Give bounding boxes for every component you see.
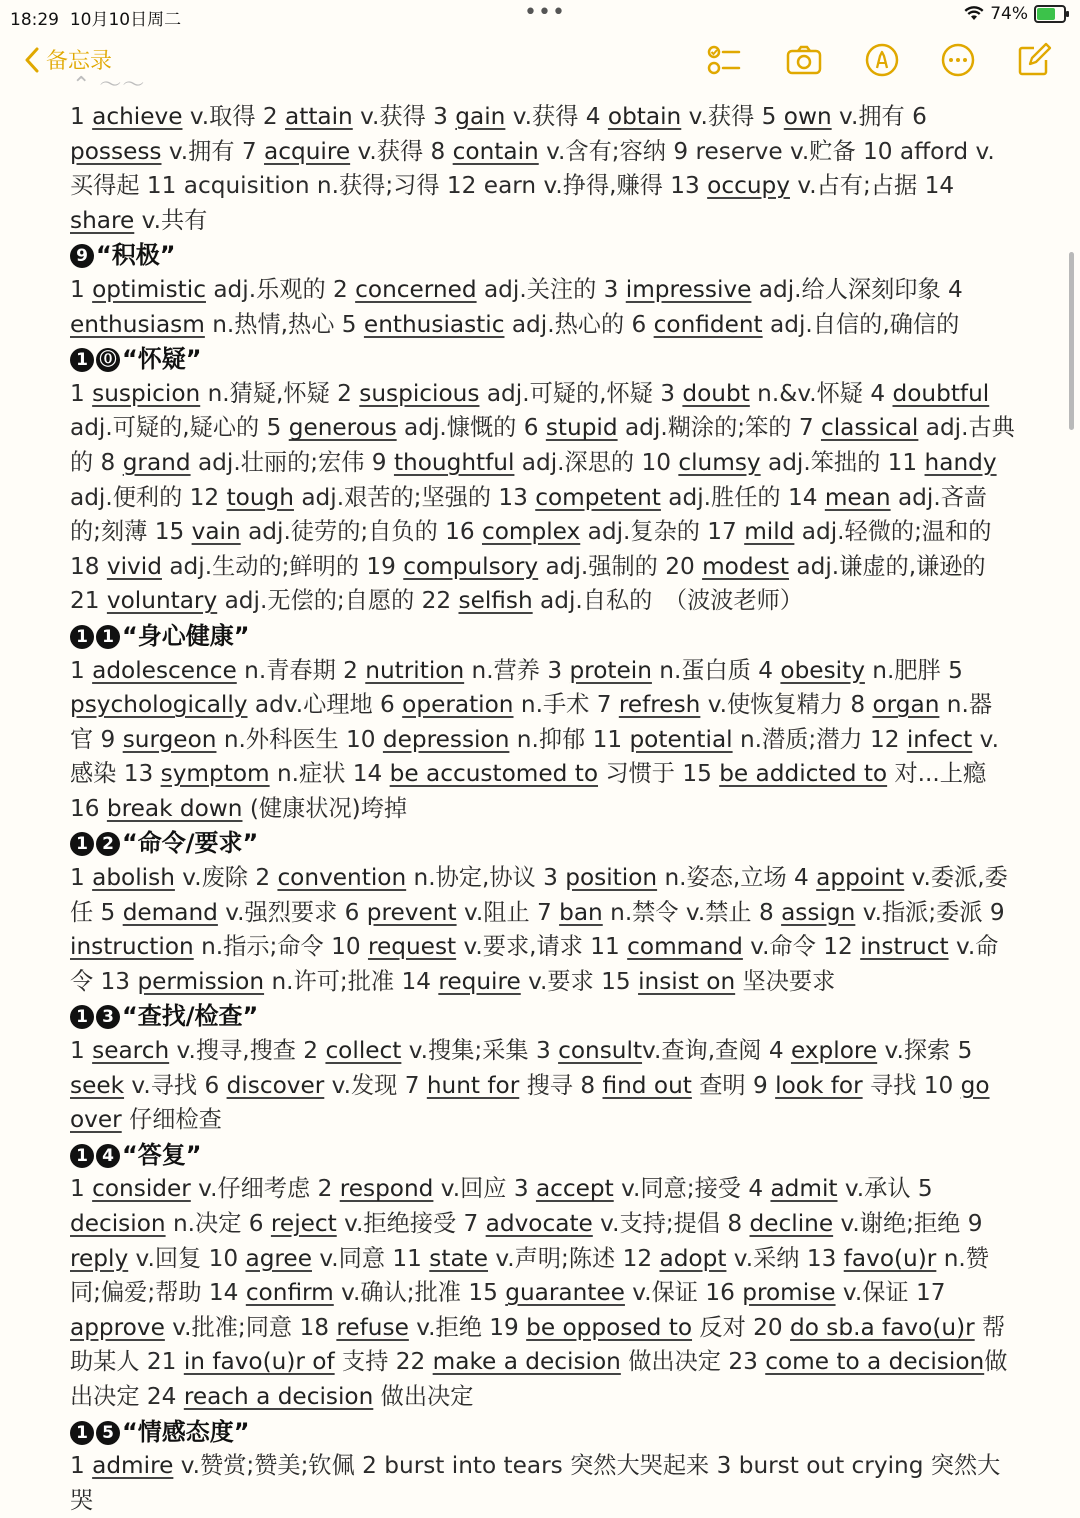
vocab-word: agree	[245, 1244, 312, 1272]
vocab-word: favo(u)r	[843, 1244, 937, 1272]
vocab-word: appoint	[816, 864, 905, 892]
compose-button[interactable]	[1016, 42, 1056, 82]
multitasking-dots-icon[interactable]: •••	[524, 0, 566, 25]
vocab-word: be accustomed to	[389, 760, 599, 788]
vocab-word: find out	[602, 1071, 692, 1099]
vocab-word: consult	[558, 1037, 643, 1065]
battery-icon	[1034, 5, 1066, 23]
section-heading	[70, 619, 1015, 654]
status-right	[964, 4, 1066, 24]
vocab-word: stupid	[545, 414, 618, 442]
section-number-badge: 1	[70, 1005, 94, 1029]
section-text: 1 adolescence n.青春期 2 nutrition n.营养 3 protein n.蛋白质 4 obesity n.肥胖 5 psychologically adv.心理地 6 operation n.手术 7 refresh v.使恢复精力 8 organ n.器官 9 surgeon n.外科医生 10 depression n.抑郁 11 potential n.潜质;潜力 12 infect v.感染 13 symptom n.症状 14 be accustomed to 习惯于 15 be addicted to 对...上瘾 16 break down (健康状况)垮掉	[70, 656, 999, 822]
vocab-word: mild	[744, 518, 795, 546]
vocab-word: advocate	[485, 1210, 593, 1237]
vocab-word: refuse	[336, 1313, 409, 1341]
vocab-word: command	[627, 933, 743, 961]
section-title: “身心健康”	[122, 621, 250, 650]
vocab-word: organ	[872, 691, 940, 719]
vocab-word: promise	[742, 1279, 836, 1307]
vocab-word: depression	[382, 725, 510, 753]
section-heading	[70, 342, 1015, 377]
vocab-word: consider	[92, 1175, 191, 1203]
vocab-word: reject	[270, 1210, 337, 1237]
section-number-badge: 1	[70, 1421, 94, 1445]
section-number-badge: 1	[70, 1144, 94, 1168]
vocab-word: seek	[70, 1071, 125, 1099]
vocab-word: classical	[820, 414, 919, 442]
vocab-word: prevent	[366, 898, 457, 926]
vocab-word: own	[783, 103, 832, 130]
vocab-word: optimistic	[92, 275, 206, 303]
section-text: 1 admire v.赞赏;赞美;钦佩 2 burst into tears 突然大哭起来 3 burst out crying 突然大哭	[70, 1452, 1001, 1514]
vocab-word: psychologically	[70, 691, 248, 719]
vocab-word: look for	[775, 1071, 863, 1099]
vocab-word: insist on	[638, 967, 736, 995]
vocab-word: require	[438, 967, 521, 995]
section-text: 1 suspicion n.猜疑,怀疑 2 suspicious adj.可疑的,怀疑 3 doubt n.&v.怀疑 4 doubtful adj.可疑的,疑心的 5 generous adj.慷慨的 6 stupid adj.糊涂的;笨的 7 classical adj.古典的 8 grand adj.壮丽的;宏伟 9 thoughtful adj.深思的 10 clumsy adj.笨拙的 11 handy adj.便利的 12 tough adj.艰苦的;坚强的 13 competent adj.胜任的 14 mean adj.吝啬的;刻薄 15 vain adj.徒劳的;自负的 16 complex adj.复杂的 17 mild adj.轻微的;温和的 18 vivid adj.生动的;鲜明的 19 compulsory adj.强制的 20 modest adj.谦虚的,谦逊的 21 voluntary adj.无偿的;自愿的 22 selfish adj.自私的 （波波老师）	[70, 379, 1015, 615]
section-number-badge: 2	[96, 832, 120, 856]
status-bar	[0, 0, 1080, 32]
vocab-word: share	[70, 206, 135, 234]
vocab-word: collect	[325, 1037, 402, 1065]
vocab-word: symptom	[160, 760, 270, 788]
camera-button[interactable]	[786, 42, 826, 82]
vocab-word: approve	[70, 1313, 165, 1341]
vocab-word: hunt for	[426, 1071, 520, 1099]
camera-icon	[786, 42, 822, 78]
ellipsis-circle-icon	[940, 42, 976, 78]
section-title: “怀疑”	[122, 345, 202, 374]
vocab-word: admit	[770, 1175, 838, 1203]
vocab-word: go over	[70, 1071, 990, 1134]
section-number-badge: 1	[96, 625, 120, 649]
vocab-word: be opposed to	[526, 1313, 693, 1341]
vocab-word: achieve	[92, 103, 183, 130]
nav-bar	[0, 40, 1080, 84]
section-heading	[70, 999, 1015, 1034]
vocab-word: modest	[702, 552, 790, 580]
vocab-word: operation	[402, 691, 514, 719]
vocab-word: confident	[653, 310, 763, 338]
vocab-word: nutrition	[365, 656, 465, 684]
wifi-icon	[964, 6, 984, 22]
vocab-word: suspicion	[92, 379, 201, 407]
vocab-word: occupy	[707, 172, 790, 200]
vocab-word: make a decision	[432, 1348, 621, 1376]
vocab-word: protein	[569, 656, 652, 684]
section-title: “答复”	[122, 1140, 202, 1169]
vocab-word: grand	[122, 448, 191, 476]
vocab-word: discover	[226, 1071, 325, 1099]
vocab-word: clumsy	[678, 448, 761, 476]
section-heading	[70, 1138, 1015, 1173]
battery-fill	[1037, 8, 1055, 20]
vocab-word: position	[565, 864, 658, 892]
more-button[interactable]	[940, 42, 980, 82]
vocab-word: obtain	[607, 103, 682, 130]
vocab-word: doubtful	[892, 379, 990, 407]
vocab-word: instruct	[860, 933, 949, 961]
section-title: “命令/要求”	[122, 829, 259, 858]
section-heading	[70, 826, 1015, 861]
vocab-word: infect	[906, 725, 973, 753]
vocab-word: demand	[122, 898, 218, 926]
vocab-word: compulsory	[403, 552, 539, 580]
vocab-word: vivid	[106, 552, 162, 580]
vocab-word: explore	[790, 1037, 878, 1065]
vocab-word: generous	[288, 414, 397, 442]
vocab-word: impressive	[625, 275, 752, 303]
section-number-badge: 4	[96, 1144, 120, 1168]
section-number-badge: ⓪	[96, 348, 120, 372]
scrolled-title-ghost: ⌃ ～～	[72, 73, 146, 98]
vocab-word: search	[92, 1037, 170, 1065]
section-number-badge: 9	[70, 244, 94, 268]
vocab-word: enthusiasm	[70, 310, 205, 338]
vocab-word: come to a decision	[765, 1348, 985, 1376]
section-title: “查找/检查”	[122, 1002, 259, 1031]
vocab-word: adolescence	[92, 656, 237, 684]
compose-icon	[1016, 42, 1052, 78]
vocab-word: competent	[535, 483, 661, 511]
checklist-icon	[706, 42, 742, 78]
vocab-word: convention	[277, 864, 407, 892]
vocab-word: enthusiastic	[363, 310, 505, 338]
vocab-word: ban	[559, 898, 603, 926]
vocab-word: instruction	[70, 933, 194, 961]
vocab-word: request	[367, 933, 457, 961]
vocab-word: decline	[749, 1210, 834, 1237]
vocab-word: vain	[191, 518, 241, 546]
vocab-word: assign	[781, 898, 856, 926]
vocab-word: tough	[226, 483, 294, 511]
vocab-word: acquire	[264, 137, 351, 165]
section-title: “情感态度”	[122, 1417, 250, 1446]
vocab-word: thoughtful	[393, 448, 515, 476]
vocab-word: respond	[339, 1175, 434, 1203]
section-number-badge: 3	[96, 1005, 120, 1029]
checklist-button[interactable]	[706, 42, 746, 82]
vocab-word: possess	[70, 137, 162, 165]
vocab-word: confirm	[245, 1279, 334, 1307]
vocab-word: doubt	[682, 379, 750, 407]
vocab-word: refresh	[618, 691, 701, 719]
section-number-badge: 1	[70, 348, 94, 372]
section-title: “积极”	[96, 241, 176, 270]
vocab-word: do sb.a favo(u)r	[790, 1313, 975, 1341]
vocab-word: reply	[70, 1244, 129, 1272]
section-number-badge: 1	[70, 832, 94, 856]
back-label: 备忘录	[46, 49, 113, 74]
section-heading	[70, 1415, 1015, 1450]
vocab-word: in favo(u)r of	[183, 1348, 335, 1376]
vocab-word: obesity	[780, 656, 865, 684]
section-text: 1 search v.搜寻,搜查 2 collect v.搜集;采集 3 consultv.查询,查阅 4 explore v.探索 5 seek v.寻找 6 discover v.发现 7 hunt for 搜寻 8 find out 查明 9 look for 寻找 10 go over 仔细检查	[70, 1037, 990, 1134]
vocab-word: selfish	[458, 587, 533, 615]
vocab-word: break down	[106, 794, 243, 822]
vocab-word: guarantee	[505, 1279, 625, 1307]
markup-button[interactable]	[864, 42, 904, 82]
vocab-word: permission	[137, 967, 265, 995]
battery-percent: 74%	[990, 4, 1028, 24]
section-text: 1 optimistic adj.乐观的 2 concerned adj.关注的 3 impressive adj.给人深刻印象 4 enthusiasm n.热情,热心 5 enthusiastic adj.热心的 6 confident adj.自信的,确信的	[70, 275, 963, 338]
vocab-word: surgeon	[122, 725, 217, 753]
vocab-word: be addicted to	[719, 760, 888, 788]
vocab-word: state	[429, 1244, 489, 1272]
vocab-word: voluntary	[106, 587, 218, 615]
vertical-scrollbar[interactable]	[1069, 252, 1074, 430]
section-number-badge: 1	[70, 625, 94, 649]
chevron-left-icon	[24, 47, 40, 73]
vocab-word: adopt	[659, 1244, 727, 1272]
vocab-word: suspicious	[359, 379, 480, 407]
vocab-word: potential	[629, 725, 733, 753]
vocab-word: attain	[285, 103, 353, 130]
section-text: 1 achieve v.取得 2 attain v.获得 3 gain v.获得 4 obtain v.获得 5 own v.拥有 6 possess v.拥有 7 acquire v.获得 8 contain v.含有;容纳 9 reserve v.贮备 10 afford v.买得起 11 acquisition n.获得;习得 12 earn v.挣得,赚得 13 occupy v.占有;占据 14 share v.共有	[70, 103, 995, 234]
pen-markup-icon	[864, 42, 900, 78]
vocab-word: concerned	[355, 275, 477, 303]
section-heading	[70, 238, 1015, 273]
section-number-badge: 5	[96, 1421, 120, 1445]
vocab-word: mean	[824, 483, 891, 511]
note-body[interactable]	[70, 100, 1015, 1518]
status-time: 18:29 10月10日周二	[10, 10, 182, 30]
vocab-word: reach a decision	[183, 1382, 374, 1410]
vocab-word: admire	[92, 1452, 174, 1480]
vocab-word: decision	[70, 1210, 166, 1237]
vocab-word: accept	[535, 1175, 614, 1203]
vocab-word: handy	[924, 448, 997, 476]
vocab-word: gain	[455, 103, 506, 130]
vocab-word: abolish	[92, 864, 175, 892]
vocab-word: contain	[452, 137, 539, 165]
section-text: 1 consider v.仔细考虑 2 respond v.回应 3 accept v.同意;接受 4 admit v.承认 5 decision n.决定 6 reject v.拒绝接受 7 advocate v.支持;提倡 8 decline v.谢绝;拒绝 9 reply v.回复 10 agree v.同意 11 state v.声明;陈述 12 adopt v.采纳 13 favo(u)r n.赞同;偏爱;帮助 14 confirm v.确认;批准 15 guarantee v.保证 16 promise v.保证 17 approve v.批准;同意 18 refuse v.拒绝 19 be opposed to 反对 20 do sb.a favo(u)r 帮助某人 21 in favo(u)r of 支持 22 make a decision 做出决定 23 come to a decision做出决定 24 reach a decision 做出决定	[70, 1175, 1008, 1410]
vocab-word: complex	[482, 518, 581, 546]
section-text: 1 abolish v.废除 2 convention n.协定,协议 3 position n.姿态,立场 4 appoint v.委派,委任 5 demand v.强烈要求 6 prevent v.阻止 7 ban n.禁令 v.禁止 8 assign v.指派;委派 9 instruction n.指示;命令 10 request v.要求,请求 11 command v.命令 12 instruct v.命令 13 permission n.许可;批准 14 require v.要求 15 insist on 坚决要求	[70, 864, 1008, 995]
